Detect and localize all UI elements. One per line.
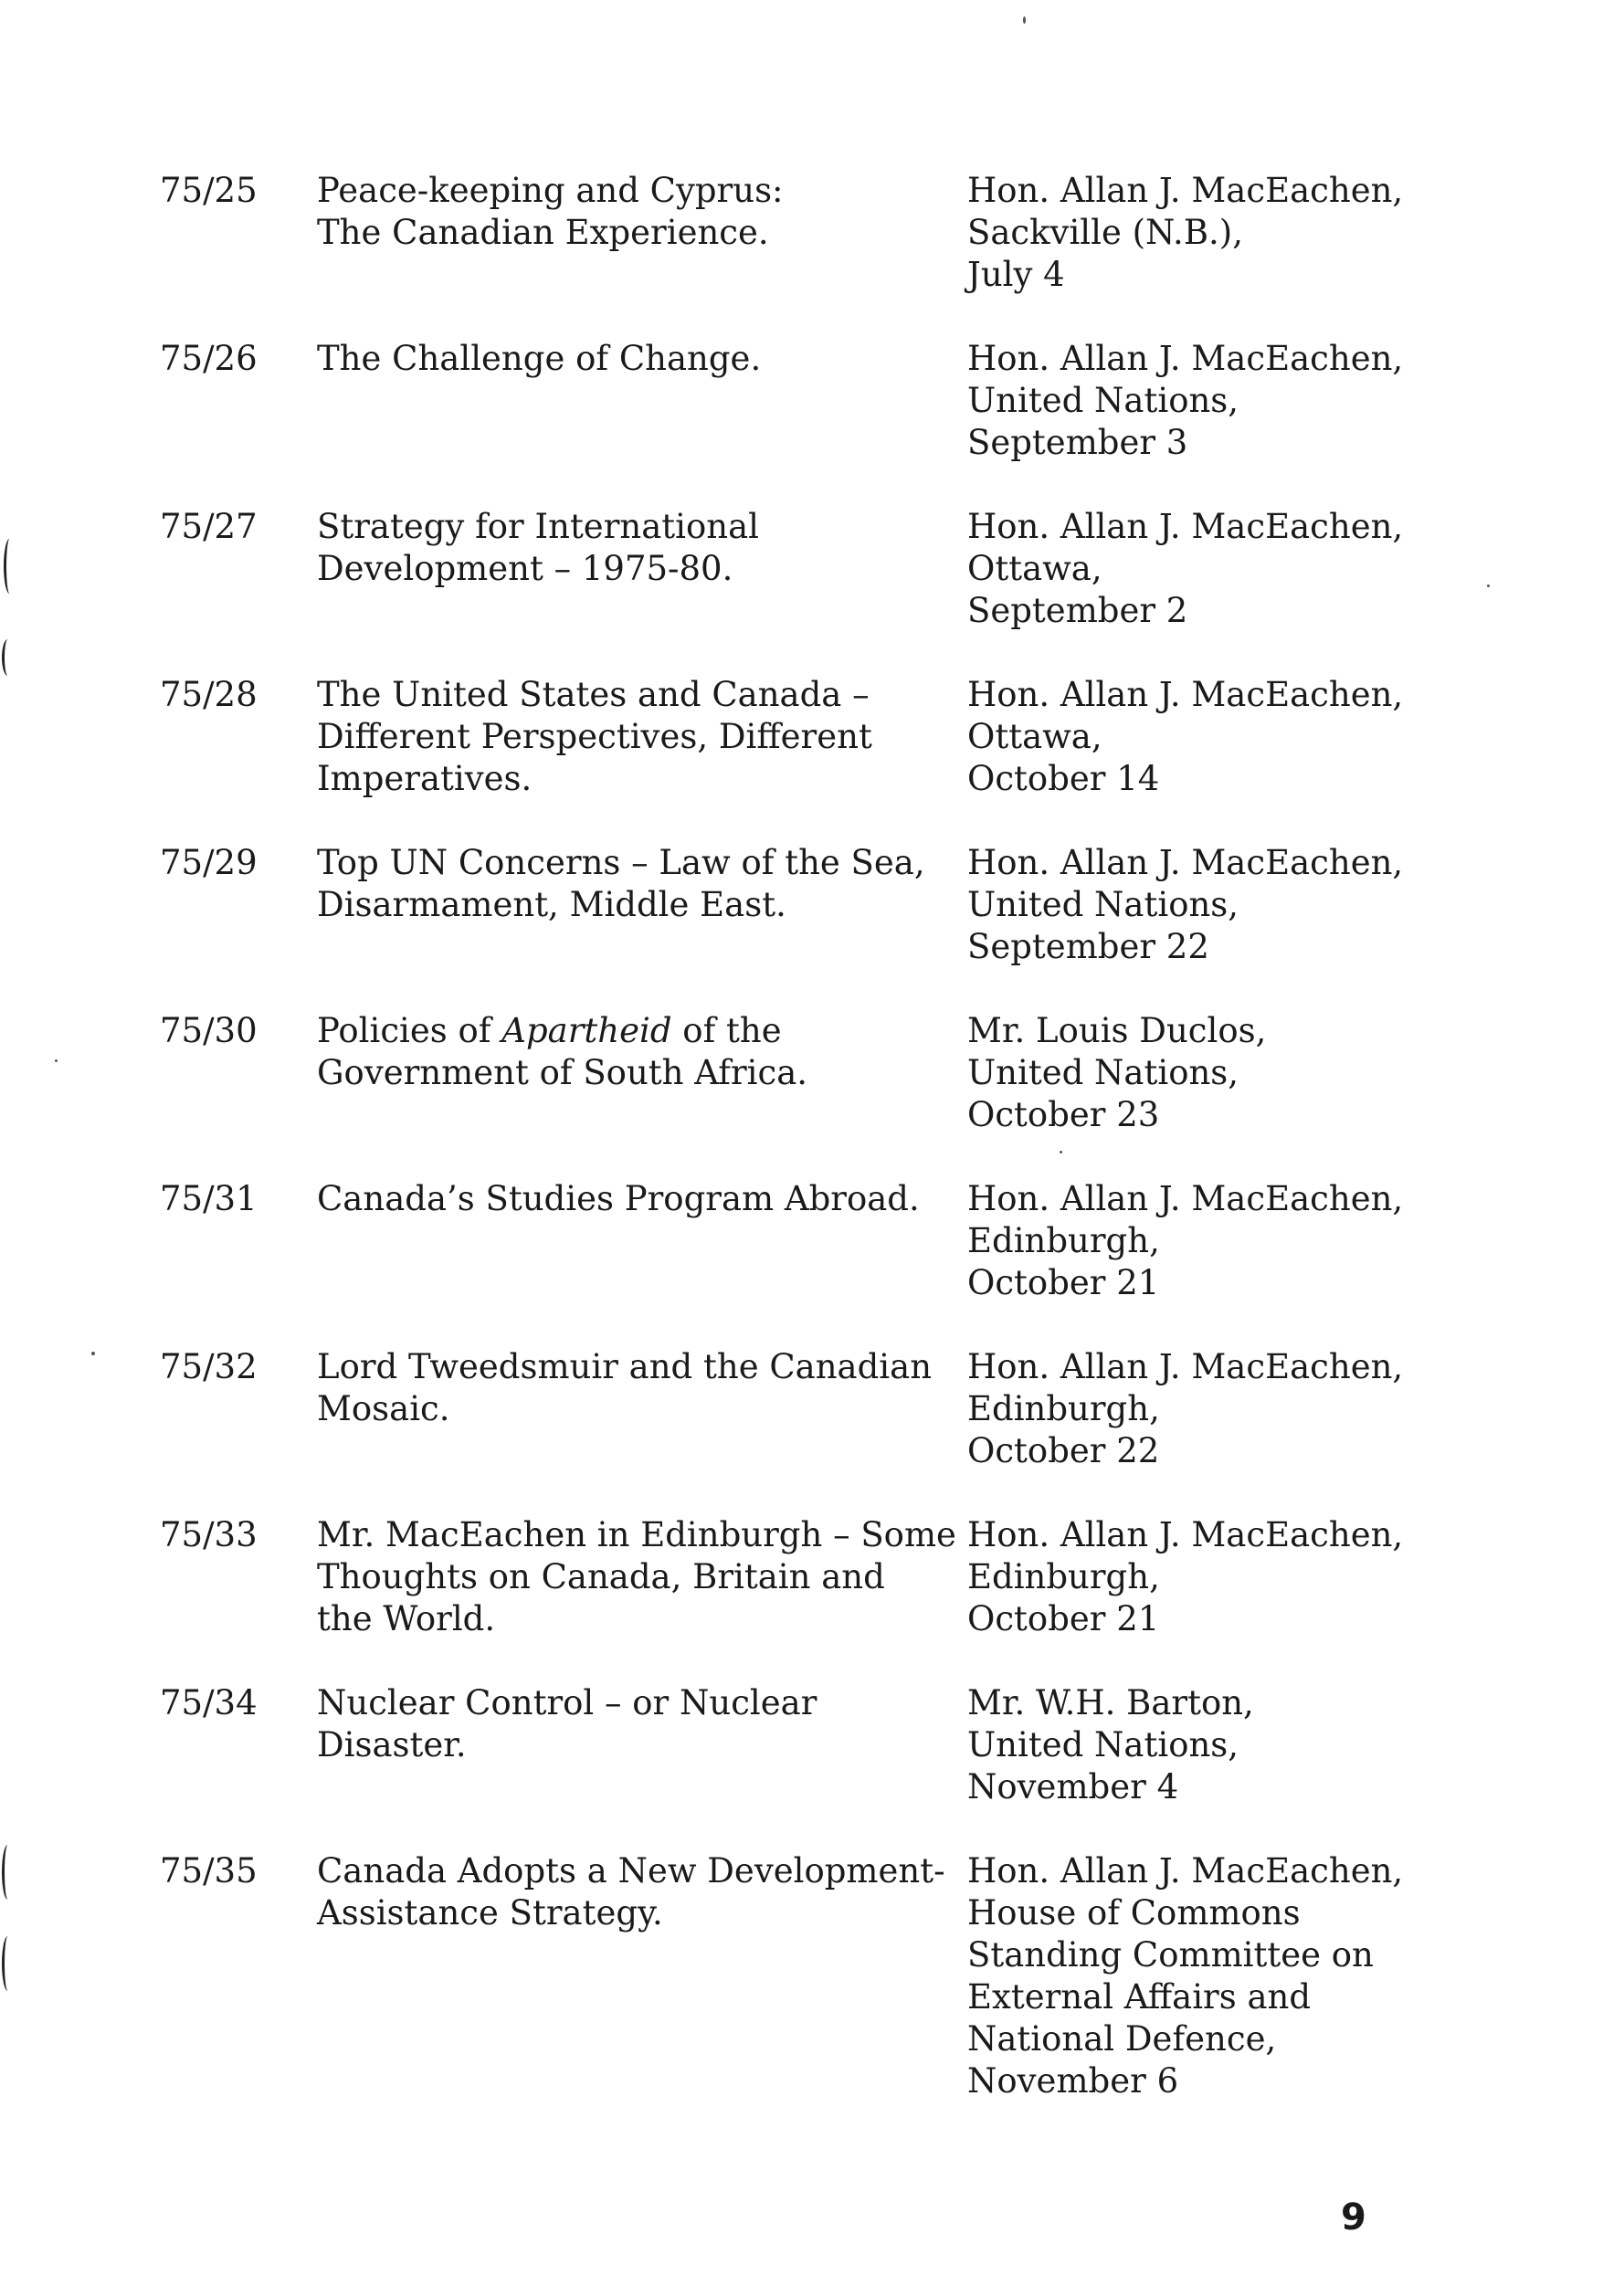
entry-speaker-line: Standing Committee on	[967, 1935, 1374, 1975]
entry-75-30	[160, 1010, 1457, 1136]
entry-number: 75/33	[160, 1515, 258, 1554]
entry-speaker	[967, 1850, 1457, 2102]
entry-speaker-line: House of Commons	[967, 1893, 1301, 1933]
entry-number: 75/28	[160, 675, 258, 714]
entry-speaker-line: Hon. Allan J. MacEachen,	[967, 1515, 1404, 1554]
entry-speaker-line: Hon. Allan J. MacEachen,	[967, 1179, 1404, 1218]
entry-speaker-line: National Defence,	[967, 2019, 1277, 2059]
entry-speaker	[967, 674, 1457, 800]
scan-edge-mark	[2, 1845, 14, 1900]
entry-75-35	[160, 1850, 1457, 2102]
entry-title-line: Government of South Africa.	[317, 1053, 808, 1092]
entry-speaker-line: September 3	[967, 423, 1188, 462]
entry-title-line: Policies of Apartheid of the	[317, 1011, 782, 1050]
entry-title-line: Assistance Strategy.	[317, 1893, 663, 1933]
entry-title-line: Canada Adopts a New Development-	[317, 1851, 945, 1891]
entry-title-line: Disaster.	[317, 1725, 467, 1764]
entry-speaker	[967, 1514, 1457, 1640]
entry-speaker-line: Hon. Allan J. MacEachen,	[967, 675, 1404, 714]
entry-title-line: The Challenge of Change.	[317, 339, 762, 378]
entry-title-line: The United States and Canada –	[317, 675, 870, 714]
entry-speaker-line: External Affairs and	[967, 1977, 1312, 2017]
entry-speaker-line: Hon. Allan J. MacEachen,	[967, 843, 1404, 882]
entry-75-31	[160, 1178, 1457, 1304]
scan-edge-mark	[4, 539, 16, 594]
entry-title-line: Strategy for International	[317, 507, 759, 546]
entry-number: 75/26	[160, 339, 258, 378]
entry-speaker-line: United Nations,	[967, 1725, 1239, 1764]
entry-speaker	[967, 1010, 1457, 1136]
entry-speaker-line: Hon. Allan J. MacEachen,	[967, 1347, 1404, 1386]
entry-speaker-line: July 4	[967, 255, 1065, 294]
entry-speaker-line: October 21	[967, 1263, 1160, 1302]
entry-speaker-line: Hon. Allan J. MacEachen,	[967, 1851, 1404, 1891]
entry-title	[317, 1514, 967, 1640]
entry-speaker-line: October 14	[967, 759, 1160, 798]
entry-title-line: Different Perspectives, Different	[317, 717, 872, 756]
page-number: 9	[1341, 2196, 1366, 2238]
entry-speaker	[967, 1346, 1457, 1472]
entry-75-29	[160, 842, 1457, 968]
entry-title-line: Imperatives.	[317, 759, 533, 798]
entry-speaker-line: United Nations,	[967, 1053, 1239, 1092]
entry-speaker-line: October 23	[967, 1095, 1160, 1134]
entry-75-25	[160, 170, 1457, 296]
entry-title	[317, 842, 967, 926]
entry-75-32	[160, 1346, 1457, 1472]
scan-speck	[1060, 1151, 1062, 1153]
scan-speck	[1487, 585, 1490, 587]
entry-speaker-line: Ottawa,	[967, 717, 1102, 756]
entry-speaker	[967, 506, 1457, 632]
entry-number: 75/31	[160, 1179, 258, 1218]
entry-title	[317, 1178, 967, 1220]
entry-speaker-line: November 4	[967, 1767, 1179, 1806]
entry-number: 75/32	[160, 1347, 258, 1386]
entry-title-line: Thoughts on Canada, Britain and	[317, 1557, 885, 1596]
entry-number: 75/34	[160, 1683, 258, 1722]
entry-speaker	[967, 338, 1457, 464]
entry-title-line: Nuclear Control – or Nuclear	[317, 1683, 817, 1722]
entry-75-33	[160, 1514, 1457, 1640]
entry-number: 75/27	[160, 507, 258, 546]
entry-speaker-line: November 6	[967, 2061, 1179, 2101]
entry-title-line: Mr. MacEachen in Edinburgh – Some	[317, 1515, 956, 1554]
scan-edge-mark	[2, 639, 14, 676]
entry-speaker-line: September 22	[967, 927, 1209, 966]
entry-title-line: The Canadian Experience.	[317, 213, 769, 252]
entry-speaker	[967, 1682, 1457, 1808]
scan-edge-mark	[2, 1936, 14, 1991]
entry-speaker-line: October 22	[967, 1431, 1160, 1470]
scan-speck	[91, 1352, 95, 1355]
entry-speaker	[967, 170, 1457, 296]
entry-speaker-line: October 21	[967, 1599, 1160, 1638]
entry-speaker-line: Hon. Allan J. MacEachen,	[967, 171, 1404, 210]
statements-list	[160, 170, 1457, 2102]
scan-speck	[1023, 16, 1026, 24]
entry-title-line: Disarmament, Middle East.	[317, 885, 786, 924]
entry-number: 75/30	[160, 1011, 258, 1050]
entry-speaker-line: United Nations,	[967, 885, 1239, 924]
entry-number: 75/25	[160, 171, 258, 210]
entry-speaker-line: Edinburgh,	[967, 1389, 1160, 1428]
scan-speck	[55, 1059, 58, 1062]
entry-title-line: the World.	[317, 1599, 496, 1638]
entry-title	[317, 1850, 967, 1934]
entry-speaker-line: Edinburgh,	[967, 1221, 1160, 1260]
entry-75-28	[160, 674, 1457, 800]
entry-speaker-line: Sackville (N.B.),	[967, 213, 1243, 252]
entry-speaker-line: United Nations,	[967, 381, 1239, 420]
entry-title-line: Lord Tweedsmuir and the Canadian	[317, 1347, 933, 1386]
entry-title-line: Peace-keeping and Cyprus:	[317, 171, 784, 210]
italic-term: Apartheid	[501, 1011, 672, 1050]
entry-speaker-line: Edinburgh,	[967, 1557, 1160, 1596]
entry-speaker-line: Ottawa,	[967, 549, 1102, 588]
entry-title	[317, 506, 967, 590]
entry-title	[317, 1346, 967, 1430]
entry-number: 75/29	[160, 843, 258, 882]
entry-speaker-line: Hon. Allan J. MacEachen,	[967, 507, 1404, 546]
entry-75-27	[160, 506, 1457, 632]
entry-title	[317, 170, 967, 254]
entry-title	[317, 338, 967, 380]
entry-number: 75/35	[160, 1851, 258, 1891]
entry-title-line: Top UN Concerns – Law of the Sea,	[317, 843, 925, 882]
entry-speaker-line: Mr. Louis Duclos,	[967, 1011, 1267, 1050]
entry-speaker-line: Hon. Allan J. MacEachen,	[967, 339, 1404, 378]
entry-title-line: Mosaic.	[317, 1389, 450, 1428]
entry-speaker-line: September 2	[967, 591, 1188, 630]
entry-title-line: Development – 1975-80.	[317, 549, 733, 588]
entry-75-34	[160, 1682, 1457, 1808]
entry-speaker	[967, 1178, 1457, 1304]
entry-speaker-line: Mr. W.H. Barton,	[967, 1683, 1254, 1722]
entry-title	[317, 1010, 967, 1094]
entry-75-26	[160, 338, 1457, 464]
entry-title	[317, 1682, 967, 1766]
entry-speaker	[967, 842, 1457, 968]
entry-title-line: Canada’s Studies Program Abroad.	[317, 1179, 920, 1218]
entry-title	[317, 674, 967, 800]
